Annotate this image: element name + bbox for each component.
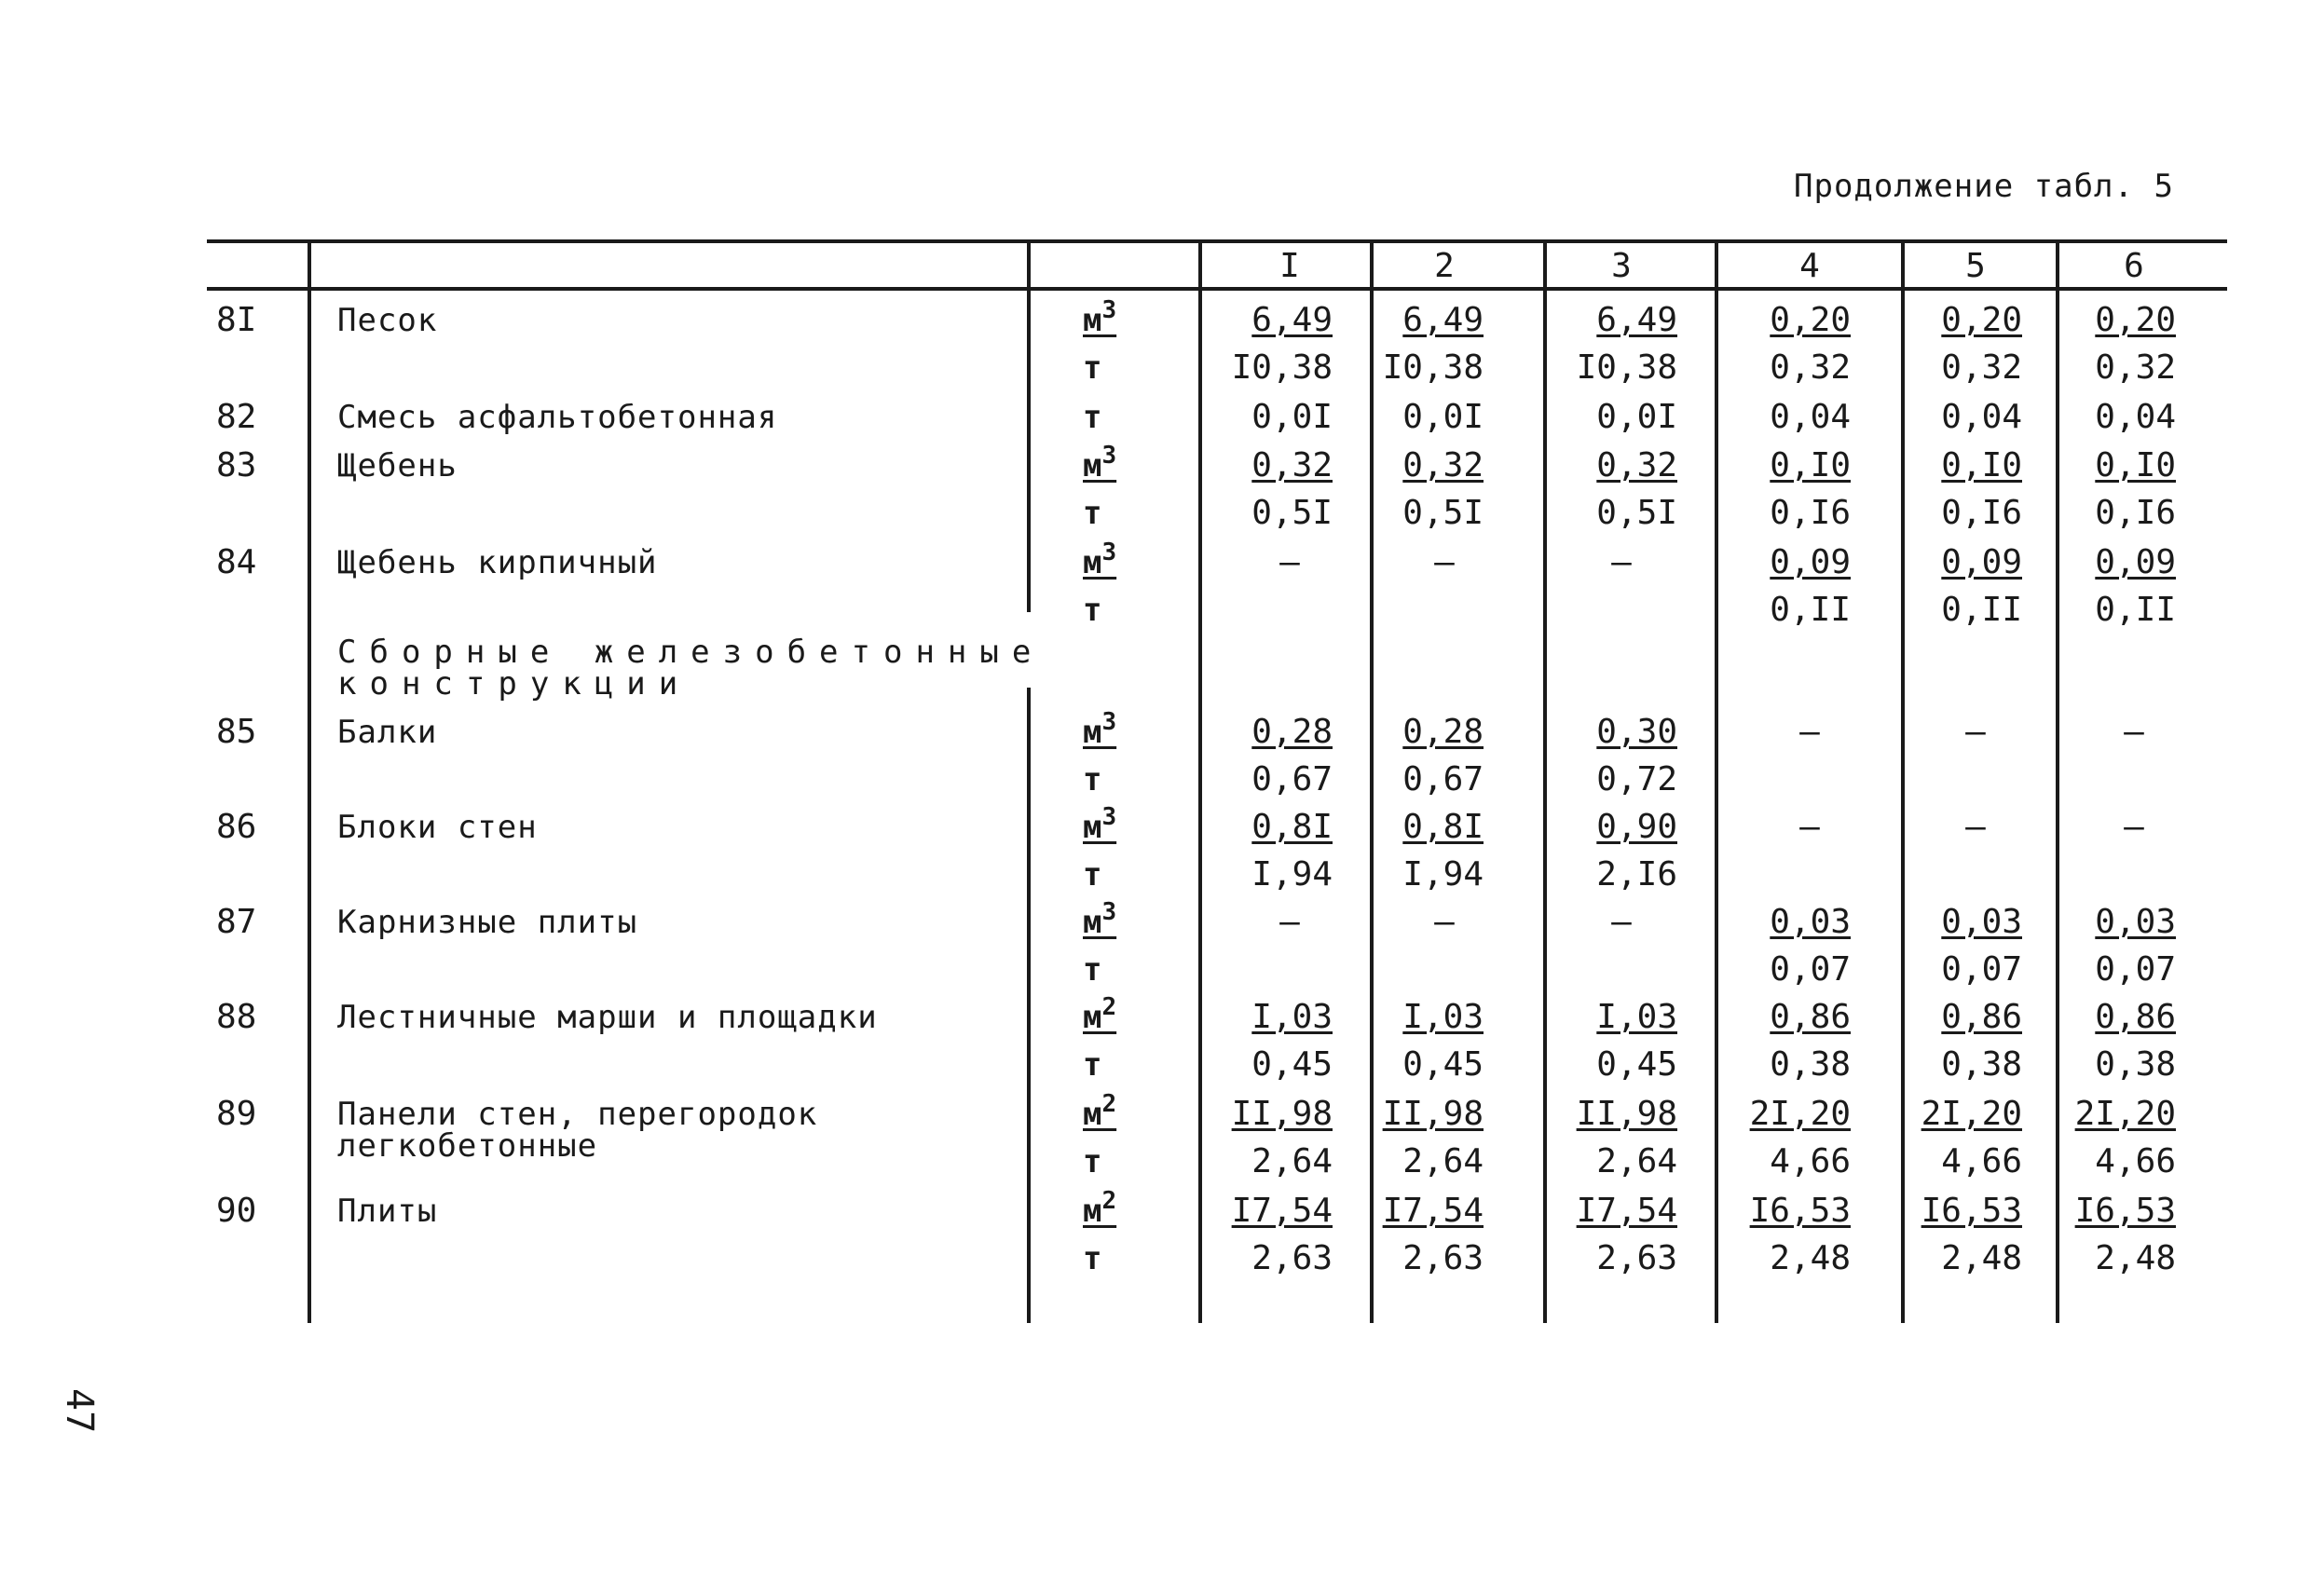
value-cell: 0,0I [1402, 398, 1484, 436]
value-cell: 0,72 [1596, 760, 1677, 798]
unit-base: м [1083, 809, 1102, 846]
unit-label [1083, 348, 1101, 389]
unit-label [1083, 590, 1101, 631]
value-cell: 4,66 [1770, 1142, 1851, 1180]
unit-base: м [1083, 447, 1102, 484]
value-cell: 2I,20 [1749, 1095, 1851, 1133]
value-cell: 0,20 [1941, 301, 2022, 339]
value-cell: 2,48 [1770, 1239, 1851, 1277]
value-cell: II,98 [1231, 1095, 1333, 1133]
value-cell: 0,I0 [1941, 446, 2022, 484]
unit-label [1083, 803, 1117, 848]
value-cell: 0,32 [1251, 446, 1333, 484]
table-caption: Продолжение табл. 5 [1794, 168, 2174, 205]
column-header: 2 [1434, 247, 1455, 285]
value-cell: 0,8I [1402, 808, 1484, 846]
value-cell: 0,0I [1596, 398, 1677, 436]
value-cell: I0,38 [1576, 348, 1677, 387]
unit-label [1083, 993, 1117, 1038]
value-cell: 0,5I [1251, 494, 1333, 532]
unit-label [1083, 442, 1117, 486]
value-cell: 0,I6 [1770, 494, 1851, 532]
row-number: 82 [216, 398, 257, 436]
row-name: Песок [337, 302, 438, 339]
row-name: Щебень [337, 447, 458, 484]
unit-base: т [1083, 349, 1102, 387]
value-cell: 0,8I [1251, 808, 1333, 846]
column-header: 4 [1799, 247, 1820, 285]
unit-label [1083, 1187, 1117, 1232]
value-cell: 0,I0 [1770, 446, 1851, 484]
value-cell: – [1611, 543, 1632, 581]
value-cell: – [1611, 903, 1632, 941]
value-cell: 2I,20 [1921, 1095, 2022, 1133]
value-cell: 2,48 [1941, 1239, 2022, 1277]
unit-label [1083, 397, 1101, 438]
value-cell: 0,03 [1770, 903, 1851, 941]
column-header: I [1279, 247, 1300, 285]
value-cell: 2I,20 [2074, 1095, 2176, 1133]
column-rule [1027, 688, 1031, 1323]
unit-label [1083, 759, 1101, 800]
value-cell: 0,I0 [2095, 446, 2176, 484]
value-cell: 0,II [1770, 591, 1851, 629]
value-cell: 2,I6 [1596, 855, 1677, 893]
value-cell: I,03 [1596, 998, 1677, 1036]
value-cell: 0,20 [1770, 301, 1851, 339]
unit-base: т [1083, 592, 1102, 629]
value-cell: I0,38 [1231, 348, 1333, 387]
unit-base: т [1083, 495, 1102, 532]
column-rule [1027, 239, 1031, 612]
value-cell: 0,45 [1402, 1045, 1484, 1084]
unit-label [1083, 708, 1117, 753]
value-cell: 0,30 [1596, 713, 1677, 751]
unit-base: м [1083, 1096, 1102, 1133]
unit-label [1083, 854, 1101, 895]
unit-exponent: 3 [1101, 803, 1117, 831]
row-name: Карнизные плиты [337, 904, 638, 941]
value-cell: 2,63 [1596, 1239, 1677, 1277]
row-name: Лестничные марши и площадки [337, 999, 878, 1036]
value-cell: 2,64 [1596, 1142, 1677, 1180]
value-cell: 0,28 [1251, 713, 1333, 751]
table-top-rule [207, 239, 2227, 243]
value-cell: 0,04 [2095, 398, 2176, 436]
value-cell: 0,20 [2095, 301, 2176, 339]
value-cell: – [2124, 808, 2144, 846]
value-cell: 0,67 [1251, 760, 1333, 798]
value-cell: 6,49 [1596, 301, 1677, 339]
unit-exponent: 3 [1101, 539, 1117, 566]
value-cell: 2,48 [2095, 1239, 2176, 1277]
value-cell: 6,49 [1402, 301, 1484, 339]
value-cell: I,94 [1402, 855, 1484, 893]
value-cell: 2,64 [1251, 1142, 1333, 1180]
value-cell: I,03 [1251, 998, 1333, 1036]
unit-label [1083, 493, 1101, 534]
row-number: 87 [216, 903, 257, 941]
value-cell: 0,07 [1770, 950, 1851, 989]
row-number: 89 [216, 1095, 257, 1133]
value-cell: II,98 [1382, 1095, 1484, 1133]
value-cell: I0,38 [1382, 348, 1484, 387]
unit-base: т [1083, 1240, 1102, 1277]
value-cell: 0,45 [1251, 1045, 1333, 1084]
table-header-rule [207, 287, 2227, 291]
value-cell: 0,09 [1941, 543, 2022, 581]
unit-base: м [1083, 302, 1102, 339]
unit-label [1083, 539, 1117, 583]
row-number: 84 [216, 543, 257, 581]
unit-label [1083, 1090, 1117, 1135]
value-cell: 2,64 [1402, 1142, 1484, 1180]
value-cell: I6,53 [1749, 1192, 1851, 1230]
unit-base: м [1083, 714, 1102, 751]
unit-base: т [1083, 1046, 1102, 1084]
row-name: Блоки стен [337, 809, 538, 846]
unit-exponent: 3 [1101, 296, 1117, 324]
column-header: 3 [1611, 247, 1632, 285]
value-cell: 0,38 [1770, 1045, 1851, 1084]
value-cell: 0,07 [1941, 950, 2022, 989]
column-rule [308, 239, 311, 1323]
unit-base: т [1083, 951, 1102, 989]
value-cell: 0,II [2095, 591, 2176, 629]
row-number: 8I [216, 301, 257, 339]
column-header: 5 [1965, 247, 1986, 285]
value-cell: I,94 [1251, 855, 1333, 893]
section-title: Сборные железобетонные [337, 634, 1045, 671]
value-cell: 0,32 [1596, 446, 1677, 484]
value-cell: I6,53 [2074, 1192, 2176, 1230]
row-name: Балки [337, 714, 438, 751]
unit-label [1083, 898, 1117, 943]
value-cell: – [1965, 713, 1986, 751]
value-cell: 4,66 [2095, 1142, 2176, 1180]
value-cell: 0,45 [1596, 1045, 1677, 1084]
value-cell: – [2124, 713, 2144, 751]
value-cell: 2,63 [1402, 1239, 1484, 1277]
unit-label [1083, 296, 1117, 341]
row-number: 86 [216, 808, 257, 846]
unit-base: т [1083, 1143, 1102, 1180]
value-cell: 0,03 [1941, 903, 2022, 941]
value-cell: 0,03 [2095, 903, 2176, 941]
value-cell: 0,09 [2095, 543, 2176, 581]
page-number: 47 [58, 1388, 101, 1434]
row-name: Смесь асфальтобетонная [337, 399, 778, 436]
row-number: 83 [216, 446, 257, 484]
value-cell: – [1434, 543, 1455, 581]
value-cell: – [1279, 903, 1300, 941]
value-cell: 0,5I [1596, 494, 1677, 532]
value-cell: 0,32 [1941, 348, 2022, 387]
unit-base: т [1083, 399, 1102, 436]
unit-exponent: 2 [1101, 1090, 1117, 1118]
unit-label [1083, 949, 1101, 990]
unit-base: м [1083, 1193, 1102, 1230]
value-cell: 0,38 [1941, 1045, 2022, 1084]
unit-label [1083, 1044, 1101, 1085]
value-cell: – [1965, 808, 1986, 846]
row-number: 88 [216, 998, 257, 1036]
value-cell: 0,II [1941, 591, 2022, 629]
value-cell: 0,04 [1770, 398, 1851, 436]
unit-base: м [1083, 999, 1102, 1036]
unit-base: т [1083, 856, 1102, 893]
value-cell: 0,86 [2095, 998, 2176, 1036]
value-cell: 0,09 [1770, 543, 1851, 581]
value-cell: 6,49 [1251, 301, 1333, 339]
value-cell: – [1799, 808, 1820, 846]
unit-exponent: 3 [1101, 442, 1117, 470]
unit-label [1083, 1238, 1101, 1279]
unit-base: м [1083, 544, 1102, 581]
value-cell: 0,04 [1941, 398, 2022, 436]
value-cell: 0,32 [1402, 446, 1484, 484]
value-cell: 0,86 [1770, 998, 1851, 1036]
column-header: 6 [2124, 247, 2144, 285]
unit-base: т [1083, 761, 1102, 798]
value-cell: – [1279, 543, 1300, 581]
value-cell: 4,66 [1941, 1142, 2022, 1180]
value-cell: 0,90 [1596, 808, 1677, 846]
section-title-continued: конструкции [337, 665, 691, 703]
row-name: Плиты [337, 1193, 438, 1230]
value-cell: 0,I6 [2095, 494, 2176, 532]
row-name-continued: легкобетонные [337, 1127, 598, 1165]
row-name: Панели стен, перегородок [337, 1096, 818, 1133]
unit-exponent: 3 [1101, 708, 1117, 736]
row-number: 85 [216, 713, 257, 751]
value-cell: 2,63 [1251, 1239, 1333, 1277]
row-name: Щебень кирпичный [337, 544, 658, 581]
unit-label [1083, 1141, 1101, 1182]
value-cell: I,03 [1402, 998, 1484, 1036]
value-cell: 0,5I [1402, 494, 1484, 532]
value-cell: – [1799, 713, 1820, 751]
value-cell: 0,67 [1402, 760, 1484, 798]
value-cell: – [1434, 903, 1455, 941]
value-cell: 0,I6 [1941, 494, 2022, 532]
value-cell: 0,0I [1251, 398, 1333, 436]
value-cell: I7,54 [1231, 1192, 1333, 1230]
value-cell: 0,38 [2095, 1045, 2176, 1084]
value-cell: 0,28 [1402, 713, 1484, 751]
value-cell: I7,54 [1576, 1192, 1677, 1230]
value-cell: 0,32 [2095, 348, 2176, 387]
value-cell: I6,53 [1921, 1192, 2022, 1230]
value-cell: II,98 [1576, 1095, 1677, 1133]
unit-base: м [1083, 904, 1102, 941]
value-cell: 0,07 [2095, 950, 2176, 989]
row-number: 90 [216, 1192, 257, 1230]
value-cell: 0,86 [1941, 998, 2022, 1036]
value-cell: I7,54 [1382, 1192, 1484, 1230]
unit-exponent: 2 [1101, 1187, 1117, 1215]
value-cell: 0,32 [1770, 348, 1851, 387]
unit-exponent: 3 [1101, 898, 1117, 926]
unit-exponent: 2 [1101, 993, 1117, 1021]
